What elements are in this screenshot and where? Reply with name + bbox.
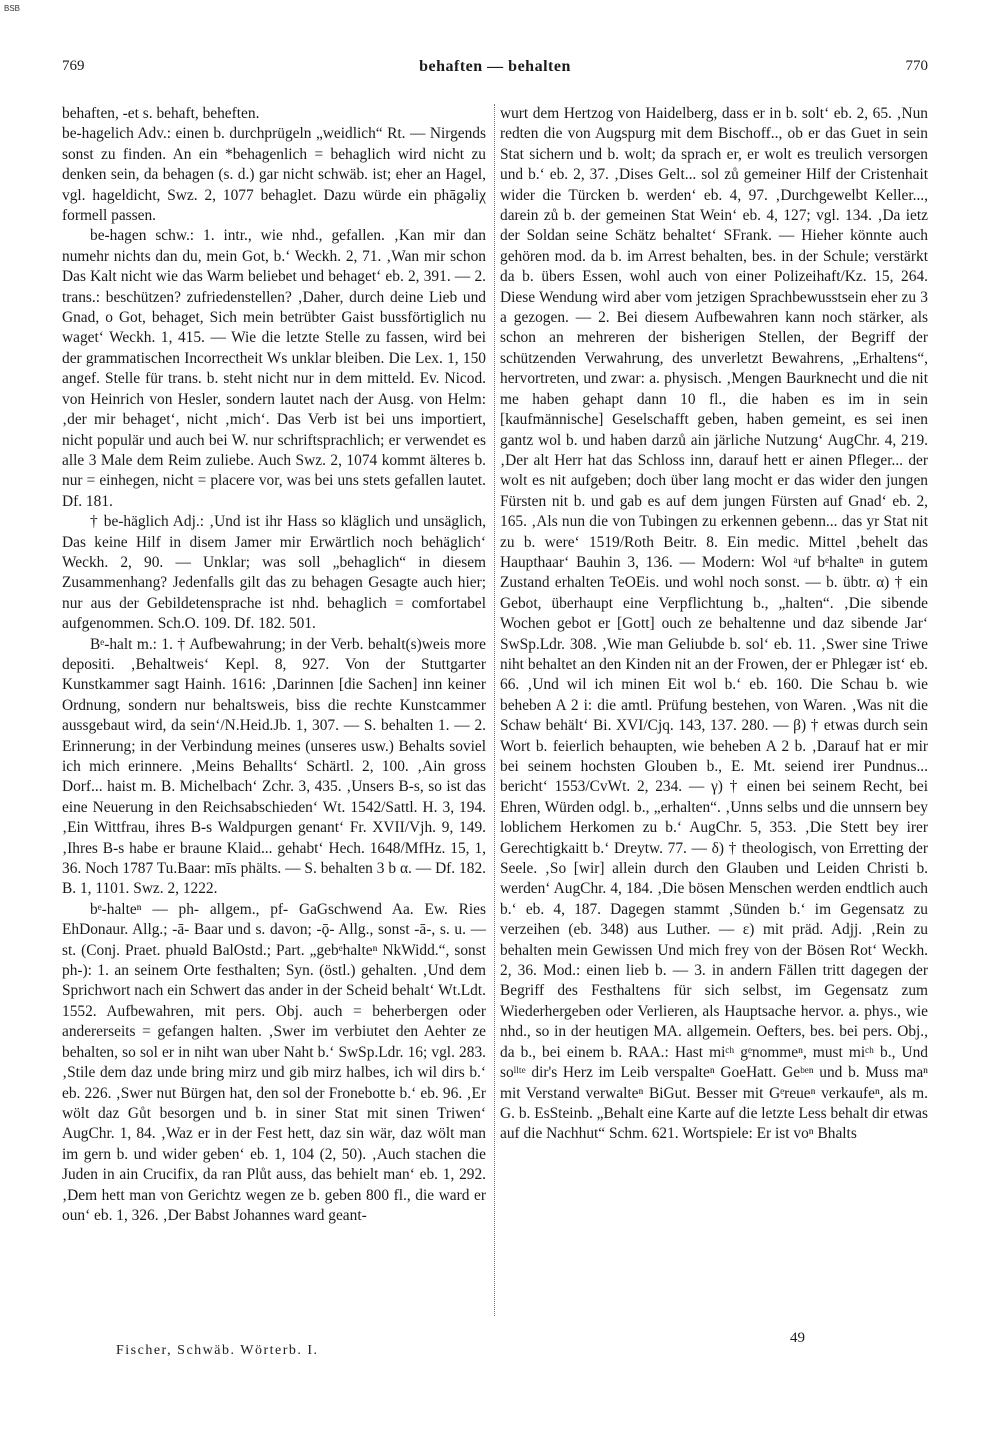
page-number-right: 770 [905,58,928,74]
dictionary-paragraph: wurt dem Hertzog von Haidelberg, dass er in b. solt‘ eb. 2, 65. ‚Nun redten die von Augspurg mit dem Bischoff.., ob er das Guet in sein Stat sichern und b. wolt; da sprach er, er wolt es treulich versorgen und b.‘ eb. 2, 37. ‚Dises Gelt... sol zů gemeiner Hilf der Cristenhait wider die Türcken b. werden‘ eb. 4, 97. ‚Durchgewelbt Keller..., darein zů b. der gemeinen Stat Wein‘ eb. 4, 127; vgl. 134. ‚Da ietz der Soldan seine Schätz behaltet‘ SFrank. — Hieher könnte auch gehören mod. da b. im Arrest behalten, bes. in der Schule; verstärkt da b. übers Essen, wohl auch von einer Polizeihaft/Kz. 15, 264. Diese Wendung wird aber vom jetzigen Sprachbewusstsein eher zu 3 a gezogen. — 2. Bei diesem Aufbewahren kann noch stärker, als schon an mehreren der bisherigen Stellen, der Begriff der schützenden Verwahrung, des unverletzt Bewahrens, „Erhaltens“, hervortreten, und zwar: a. physisch. ‚Mengen Baurknecht und die nit me haben gehapt dann 10 fl., die haben es im in sein [kaufmännische] Geselschafft geben, haben gemeint, es sei inen gantz wol b. und haben darzů ain järliche Nutzung‘ AugChr. 4, 219. ‚Der alt Herr hat das Schloss inn, darauf hett er ainen Pfleger... der wolt es nit aufgeben; doch über lang mocht er das wider den jungen Fürsten nit b. und gab es auf dem jungen Fürsten auf Gnad‘ eb. 2, 165. ‚Als nun die von Tubingen zu erkennen gebenn... das yr Stat nit zu b. were‘ 1519/Roth Beitr. 8. Ein medic. Mittel ‚behelt das Haupthaar‘ Bauhin 3, 136. — Modern: Wol ᵃuf bᵉhalteⁿ in gutem Zustand erhalten TeOEis. und wohl noch sonst. — b. übtr. α) † ein Gebot, überhaupt eine Verpflichtung b., „halten“. ‚Die sibende Wochen gebot er [Gott] ouch ze behaltenne und daz sibende Jar‘ SwSp.Ldr. 308. ‚Wie man Geliubde b. sol‘ eb. 11. ‚Swer sine Triwe niht behaltet an den Kinden nit an der Frowen, der er Phlegær ist‘ eb. 66. ‚Und wil ich minen Eit wol b.‘ eb. 160. Die Schau b. wie beheben A 2 i: die amtl. Prüfung bestehen, von Waren. ‚Was nit die Schaw behält‘ Bi. XVI/Cjq. 143, 137. 280. — β) † etwas durch sein Wort b. feierlich behaupten, wie beheben A 2 b. ‚Darauf hat er mir bei seinem hochsten Glouben b., E. Mt. seiend irer Pundnus... bericht‘ 1553/CvWt. 2, 234. — γ) † einen bei seinem Recht, bei Ehren, Würden odgl. b., „erhalten“. ‚Unns selbs und die unnsern bey loblichem Herkomen zu b.‘ AugChr. 5, 353. ‚Die Stett bey irer Gerechtigkaitt b.‘ Dreytw. 77. — δ) † theologisch, von Erretting der Seele. ‚So [wir] allein durch den Glauben und Leiden Christi b. werden‘ AugChr. 4, 184. ‚Die bösen Menschen werden endtlich auch b.‘ eb. 4, 187. Dagegen stammt ‚Sünden b.‘ im Gegensatz zu verzeihen (eb. 348) aus Luther. — ε) mit präd. Adjj. ‚Rein zu behalten mein Gewissen Und mich frey von der Bösen Rot‘ Weckh. 2, 36. Mod.: einen lieb b. — 3. in andern Fällen tritt dagegen der Begriff des Festhaltens für sich selbst, im Gegensatz zum Wiederhergeben oder Verlieren, als Hauptsache hervor. a. phys., wie nhd., so in der heutigen MA. allgemein. Oefters, bes. bei pers. Obj., da b., bei einem b. RAA.: Hast miᶜʰ gᵉnommeⁿ, must miᶜʰ b., Und soˡˡᵗᵉ dir's Herz im Leib verspalteⁿ GoeHatt. Geᵇᵉⁿ und b. Muss maⁿ mit Verstand verwalteⁿ BiGut. Besser mit Gᵉreueⁿ verkaufeⁿ, als m. G. b. EsSteinb. „Behalt eine Karte auf die letzte Less behalt dir etwas auf die Nachhut“ Schm. 621. Wortspiele: Er ist voⁿ Bhalts [500,105,928,1143]
dictionary-paragraph: Bᵉ-halt m.: 1. † Aufbewahrung; in der Verb. behalt(s)weis more depositi. ‚Behaltweis‘ Kepl. 8, 927. Von der Stuttgarter Kunstkammer sagt Hainh. 1616: ‚Darinnen [die Sachen] inn keiner Ordnung, sondern nur behaltsweis, biss die rechte Kunstcammer aussgebaut wird, da sein‘/N.Heid.Jb. 1, 307. — S. behalten 1. — 2. Erinnerung; in der Verbindung meines (unseres usw.) Behalts soviel ich mich erinnere. ‚Meins Behallts‘ Schärtl. 2, 100. ‚Ain gross Dorf... haist m. B. Michelbach‘ Zchr. 3, 435. ‚Unsers B-s, so ist das eine Neuerung in den Reichsabschieden‘ Wt. 1542/Sattl. H. 3, 194. ‚Ein Wittfrau, ihres B-s Waldpurgen genant‘ Fr. XVII/Vjh. 9, 149. ‚Ihres B-s habe er braune Klaid... gehabt‘ Hech. 1648/MfHz. 15, 1, 36. Noch 1787 Tu.Baar: mīs phälts. — S. behalten 3 b α. — Df. 182. B. 1, 1101. Swz. 2, 1222. [62,635,486,898]
library-corner-label: BSB [4,4,21,13]
dictionary-paragraph: behaften, -et s. behaft, beheften. [62,105,260,122]
running-title: behaften — behalten [419,58,571,75]
page-header [62,58,928,82]
right-text-column [500,104,928,1145]
footer-signature: Fischer, Schwäb. Wörterb. I. [116,1343,319,1358]
dictionary-paragraph: † be-häglich Adj.: ‚Und ist ihr Hass so kläglich und unsäglich, Das keine Hilf in disem Jamer mir Erwärtlich noch behäglich‘ Weckh. 2, 90. — Unklar; was soll „behaglich“ in diesem Zusammenhang? Jedenfalls gilt das zu behagen Gesagte auch hier; nur aus der Gebildetensprache ist nhd. behaglich = comfortabel aufgenommen. Sch.O. 109. Df. 182. 501. [62,513,486,633]
page-number-left: 769 [62,58,85,74]
dictionary-paragraph: bᵉ-halteⁿ — ph- allgem., pf- GaGschwend Aa. Ew. Ries EhDonaur. Allg.; -ā- Baar und s. davon; -ǭ- Allg., sonst -ā-, s. u. — st. (Conj. Praet. phuəld BalOstd.; Part. „gebᵉhalteⁿ NkWidd.“, sonst ph-): 1. an seinem Orte festhalten; Syn. (östl.) gehalten. ‚Und dem Sprichwort nach ein Schwert das ander in der Scheid behalt‘ Wt.Ldt. 1552. Aufbewahren, mit pers. Obj. auch = beherbergen oder andererseits = gefangen halten. ‚Swer im verbiutet den Aehter ze behalten, so sol er in niht wan uber Naht b.‘ SwSp.Ldr. 16; vgl. 283. ‚Stile dem daz unde bring mirz und gib mirz halbes, ich wil dirs b.‘ eb. 226. ‚Swer nut Bürgen hat, den sol der Fronebotte b.‘ eb. 96. ‚Er wölt daz Gůt besorgen und b. in siner Stat mit sinen Triwen‘ AugChr. 1, 84. ‚Waz er in der Fest hett, daz sin wär, daz wölt man im gern b. und wider geben‘ eb. 1, 104 (2, 50). ‚Auch stachen die Juden in ain Crucifix, da ran Plůt auss, das behielt man‘ eb. 1, 292. ‚Dem hett man von Gerichtz wegen ze b. geben 800 fl., die ward er oun‘ eb. 1, 326. ‚Der Babst Johannes ward geant- [62,900,486,1224]
sheet-number: 49 [790,1330,805,1346]
dictionary-paragraph: be-hagelich Adv.: einen b. durchprügeln „weidlich“ Rt. — Nirgends sonst zu finden. An ein *behagenlich = behaglich wird nicht zu denken sein, da behagen (s. d.) gar nicht schwäb. ist; eher an Hagel, vgl. hageldicht, Swz. 2, 1077 behaglet. Dazu würde ein phāgəliχ formell passen. [62,125,486,225]
dictionary-paragraph: be-hagen schw.: 1. intr., wie nhd., gefallen. ‚Kan mir dan numehr nichts dan du, mein Got, b.‘ Weckh. 2, 71. ‚Wan mir schon Das Kalt nicht wie das Warm beliebet und behaget‘ eb. 2, 391. — 2. trans.: beschützen? zufriedenstellen? ‚Daher, durch deine Lieb und Gnad, o Got, behaget, Sich mein betrübter Gaist bussförtiglich nu waget‘ Weckh. 1, 415. — Wie die letzte Stelle zu fassen, wird bei der grammatischen Incorrectheit Ws unklar bleiben. Die Lex. 1, 150 angef. Stelle für trans. b. steht nicht nur in dem mitteld. Ev. Nicod. von Heinrich von Hesler, sondern lautet nach der Ausg. von Helm: ‚der mir behaget‘, nicht ‚mich‘. Das Verb ist bei uns importiert, nicht populär und auch bei W. nur schriftsprachlich; er verwendet es alle 3 Male dem Reim zuliebe. Auch Swz. 2, 1074 kommt älteres b. nur = einhegen, nicht = placere vor, was bei uns stets gefallen lautet. Df. 181. [62,227,486,510]
left-text-column [62,104,486,1226]
column-divider [494,104,495,1316]
